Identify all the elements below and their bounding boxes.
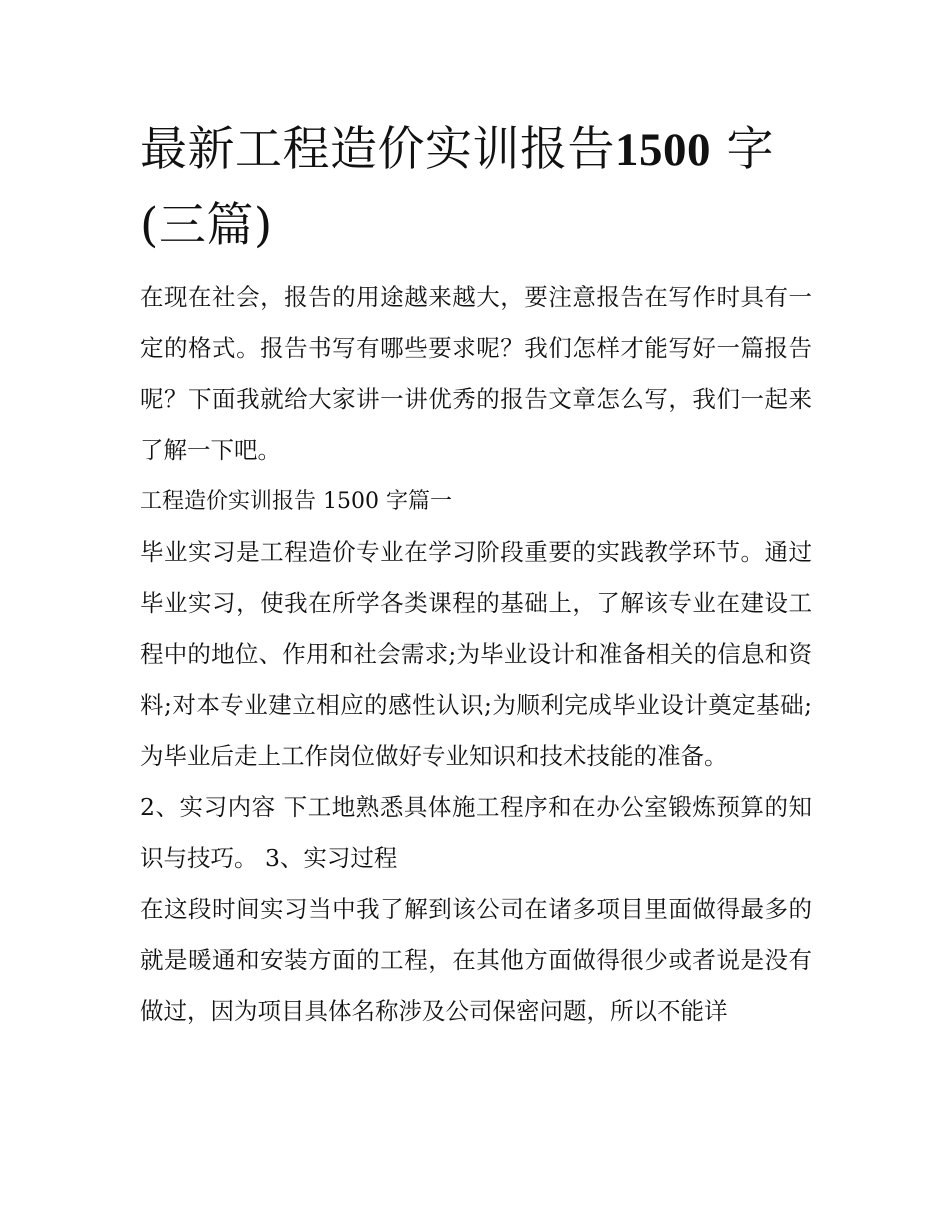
body-paragraph-2: 2、实习内容 下工地熟悉具体施工程序和在办公室锻炼预算的知识与技巧。 3、实习过程 (140, 793, 812, 872)
title-number: 1500 (615, 124, 711, 176)
title-suffix: 字(三篇) (140, 122, 774, 253)
title-text: 最新工程造价实训报告 (140, 122, 615, 177)
document-title (140, 112, 812, 264)
body-paragraph-1: 毕业实习是工程造价专业在学习阶段重要的实践教学环节。通过毕业实习，使我在所学各类课程的基础上，了解该专业在建设工程中的地位、作用和社会需求;为毕业设计和准备相关的信息和资料;对本专业建立相应的感性认识;为顺利完成毕业设计奠定基础;为毕业后走上工作岗位做好专业知识和技术技能的准备。 (140, 538, 812, 770)
body-paragraph-3: 在这段时间实习当中我了解到该公司在诸多项目里面做得最多的就是暖通和安装方面的工程，在其他方面做得很少或者说是没有做过，因为项目具体名称涉及公司保密问题，所以不能详 (140, 895, 812, 1025)
intro-paragraph: 在现在社会，报告的用途越来越大，要注意报告在写作时具有一定的格式。报告书写有哪些要求呢？我们怎样才能写好一篇报告呢？下面我就给大家讲一讲优秀的报告文章怎么写，我们一起来了解一下吧。 (140, 283, 812, 464)
section-heading: 工程造价实训报告 1500 字篇一 (140, 489, 452, 514)
document-page (140, 112, 812, 1037)
